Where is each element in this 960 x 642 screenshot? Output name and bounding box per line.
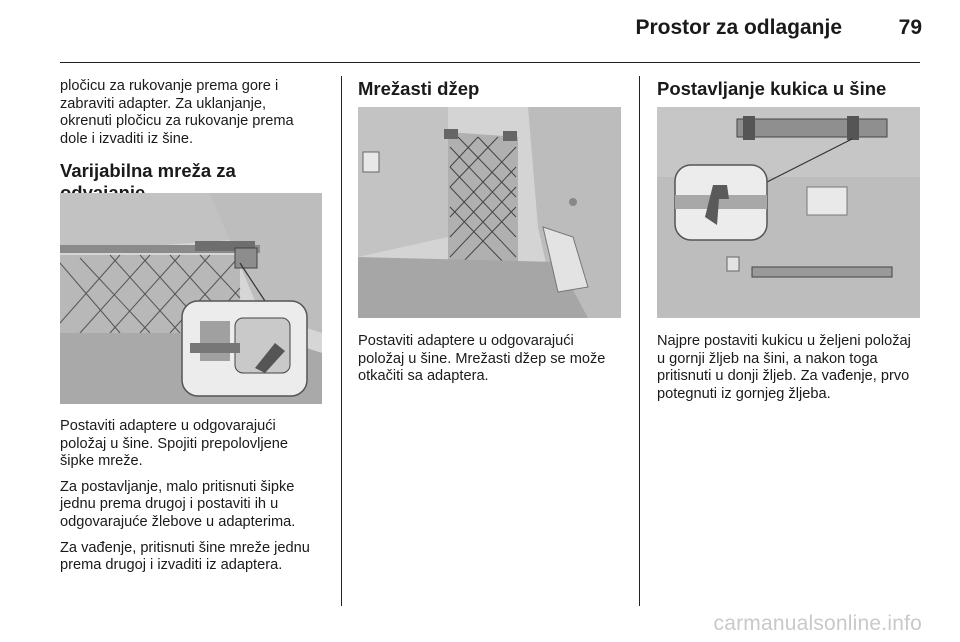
column-divider-1	[341, 76, 342, 606]
section-heading-net-pocket: Mrežasti džep	[358, 78, 480, 99]
paragraph-net-pocket: Postaviti adaptere u odgovarajući položaj u šine. Mrežasti džep se može otkačiti sa adaptera.	[358, 333, 606, 385]
column-2	[358, 78, 620, 100]
figure-separation-net	[60, 193, 322, 404]
column-divider-2	[639, 76, 640, 606]
paragraph-2: Za postavljanje, malo pritisnuti šipke jednu prema drugoj i postaviti ih u odgovarajuće žlebove u adapterima.	[60, 478, 296, 530]
section-heading-separation-net: Varijabilna mreža za	[60, 160, 236, 182]
watermark: carmanualsonline.info	[713, 612, 922, 635]
figure-hooks	[657, 107, 920, 318]
column-1-lower	[60, 418, 322, 583]
paragraph-1: Postaviti adaptere u odgovarajući položaj u šine. Spojiti prepolovljene šipke mreže.	[60, 418, 288, 470]
paragraph-hooks: Najpre postaviti kukicu u željeni položaj u gornji žljeb na šini, a nakon toga pritisnuti u donji žljeb. Za vađenje, prvo potegnuti iz gornjeg žljeba.	[657, 333, 911, 402]
column-3-lower	[657, 333, 919, 411]
section-heading-hooks: Postavljanje kukica u šine	[657, 78, 887, 99]
column-3	[657, 78, 919, 100]
page-number: 79	[898, 16, 922, 39]
page-title: Prostor za odlaganje	[635, 16, 842, 39]
column-2-lower	[358, 333, 620, 394]
column-1	[60, 78, 322, 204]
header-rule	[60, 62, 920, 63]
figure-net-pocket	[358, 107, 621, 318]
intro-paragraph: pločicu za rukovanje prema gore i zabraviti adapter. Za uklanjanje, okrenuti pločicu za rukovanje prema dole i izvaditi iz šine.	[60, 78, 294, 147]
paragraph-3: Za vađenje, pritisnuti šine mreže jednu prema drugoj i izvaditi iz adaptera.	[60, 539, 310, 574]
